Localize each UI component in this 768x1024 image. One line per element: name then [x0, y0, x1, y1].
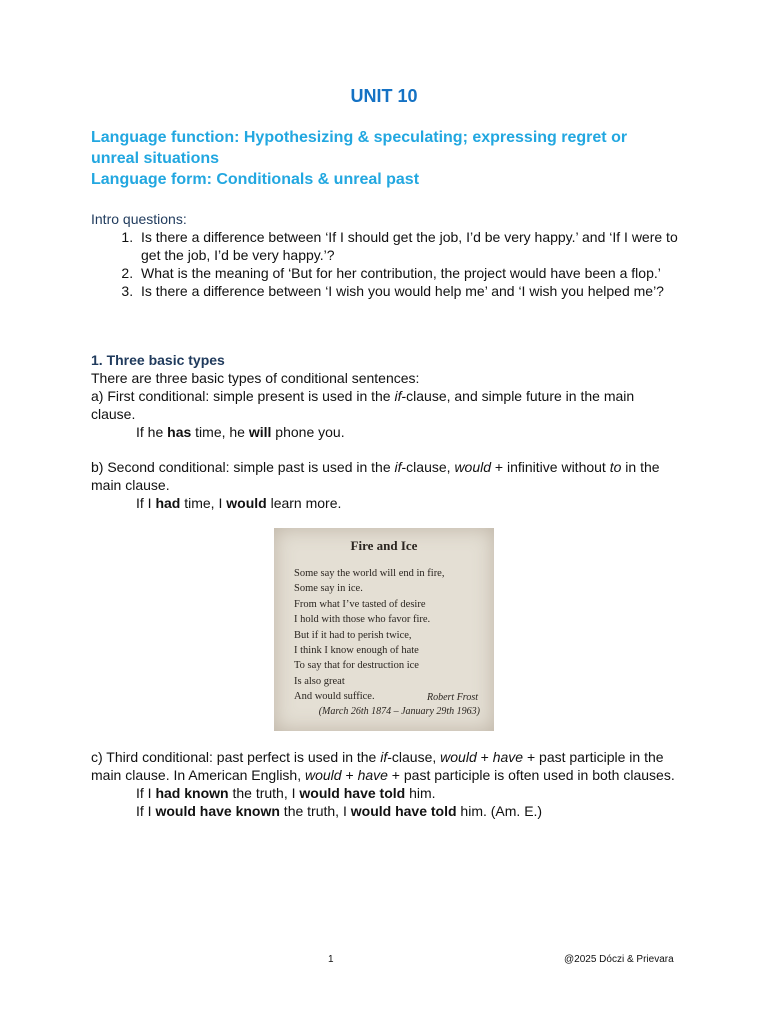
text-run: + [476, 749, 493, 765]
italic-have: have [492, 749, 524, 765]
function-line-2: unreal situations [91, 150, 220, 167]
bold-verb: would have known [155, 803, 280, 819]
text-run: in the main clause. [91, 459, 660, 493]
first-conditional-example [91, 423, 681, 441]
text-run: -clause, and simple future in the main clause. [91, 388, 635, 422]
text-run: time, he [191, 424, 249, 440]
bold-verb: would [226, 495, 267, 511]
intro-section [91, 210, 681, 300]
bold-verb: had [155, 495, 181, 511]
text-run: him. (Am. E.) [456, 803, 543, 819]
spacer [91, 441, 681, 458]
italic-would: would [305, 767, 342, 783]
intro-label: Intro questions: [91, 211, 187, 227]
language-function-heading [91, 127, 691, 190]
text-run: c) Third conditional: past perfect is used in the [91, 749, 381, 765]
text-run: the truth, I [228, 785, 300, 801]
text-run: + infinitive without [491, 459, 610, 475]
copyright-notice: @2025 Dóczi & Prievara [564, 954, 674, 965]
text-run: a) First conditional: simple present is used in the [91, 388, 395, 404]
poem-dates: (March 26th 1874 – January 29th 1963) [318, 706, 480, 717]
third-conditional-example-2 [91, 802, 681, 820]
text-run: him. [405, 785, 436, 801]
poem-line: From what I’ve tasted of desire [294, 598, 426, 610]
text-run: the truth, I [279, 803, 351, 819]
poem-line: To say that for destruction ice [294, 660, 419, 672]
text-run: -clause, [387, 749, 441, 765]
intro-question-3: 3. Is there a difference between ‘I wish you would help me’ and ‘I wish you helped me’? [137, 282, 681, 300]
poem-title: Fire and Ice [350, 538, 418, 553]
text-run: time, I [180, 495, 227, 511]
unit-title: UNIT 10 [350, 86, 418, 106]
text-run: b) Second conditional: simple past is used in the [91, 459, 395, 475]
second-conditional-example [91, 494, 681, 512]
function-line-1: Language function: Hypothesizing & speculating; expressing regret or [91, 129, 628, 146]
intro-question-1: 1. Is there a difference between ‘If I should get the job, I’d be very happy.’ and ‘If I were to get the job, I’d be very happy.’? [137, 228, 681, 264]
poem-line: And would suffice. [294, 691, 375, 703]
third-conditional-paragraph [91, 748, 681, 784]
bold-verb: has [167, 424, 192, 440]
italic-would: would [454, 459, 492, 475]
text-run: If he [136, 424, 168, 440]
text-run: If I [136, 785, 156, 801]
poem-line: But if it had to perish twice, [294, 629, 412, 641]
text-run: If I [136, 803, 156, 819]
poem-line: Some say the world will end in fire, [294, 568, 445, 579]
italic-have: have [357, 767, 388, 783]
bold-verb: had known [155, 785, 229, 801]
language-form-line: Language form: Conditionals & unreal past [91, 171, 420, 188]
page-number: 1 [328, 954, 334, 965]
text-run: learn more. [266, 495, 342, 511]
text-run: + past participle in the main clause. In American English, [91, 749, 664, 783]
poem-photo [274, 528, 494, 731]
poem-line: Is also great [294, 675, 345, 687]
italic-would: would [440, 749, 477, 765]
italic-if: if [394, 459, 402, 475]
third-conditional-section [91, 748, 681, 820]
poem-line: I think I know enough of hate [294, 645, 419, 657]
text-run: + past participle is often used in both clauses. [387, 767, 675, 783]
italic-if: if [394, 388, 402, 404]
poem-line: I hold with those who favor fire. [294, 614, 431, 626]
section-1-heading: 1. Three basic types [91, 352, 225, 368]
third-conditional-example-1 [91, 784, 681, 802]
poem-author: Robert Frost [426, 692, 478, 703]
poem-line: Some say in ice. [294, 583, 363, 595]
intro-question-2: 2. What is the meaning of ‘But for her contribution, the project would have been a flop.’ [137, 264, 681, 282]
text-run: phone you. [271, 424, 345, 440]
italic-if: if [380, 749, 388, 765]
intro-question-list [91, 228, 681, 300]
second-conditional-paragraph [91, 458, 681, 494]
text-run: If I [136, 495, 156, 511]
bold-verb: would have told [299, 785, 406, 801]
bold-verb: will [248, 424, 272, 440]
poem-lines [294, 566, 444, 705]
section-1 [91, 351, 681, 512]
first-conditional-paragraph [91, 387, 681, 423]
section-1-intro: There are three basic types of conditional sentences: [91, 370, 420, 386]
text-run: + [341, 767, 358, 783]
italic-to: to [609, 459, 622, 475]
text-run: -clause, [401, 459, 455, 475]
bold-verb: would have told [350, 803, 457, 819]
